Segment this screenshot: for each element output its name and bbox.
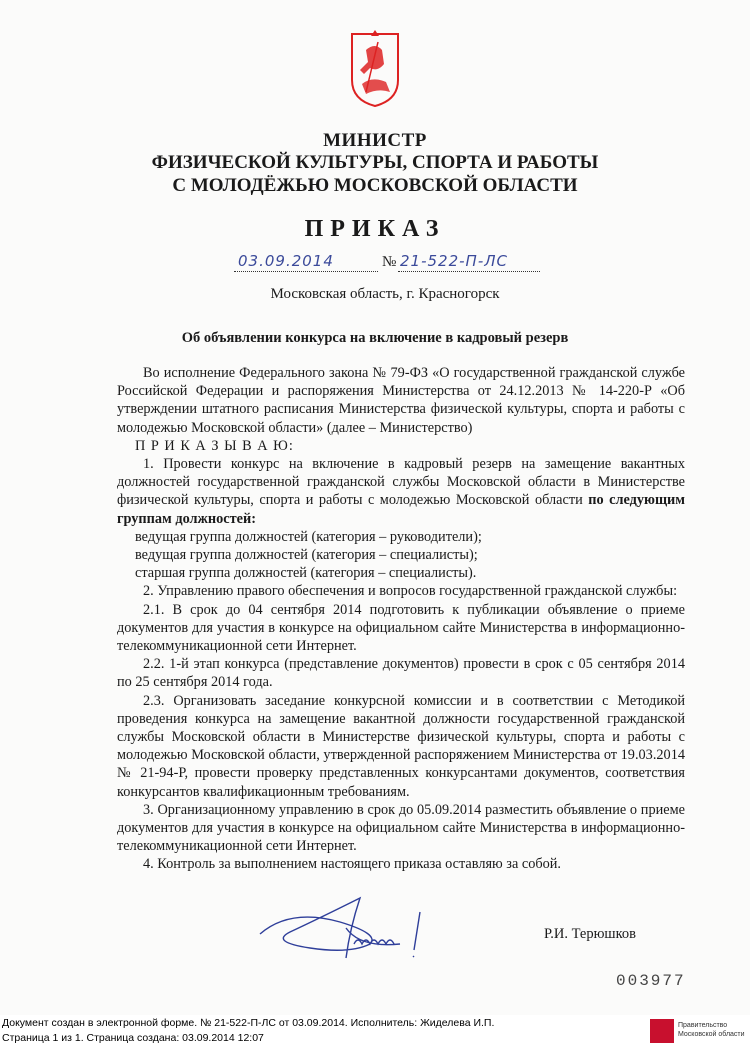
paragraph-1-bold: по следующим группам должностей: <box>117 492 686 527</box>
ministry-name-line2: С МОЛОДЁЖЬЮ МОСКОВСКОЙ ОБЛАСТИ <box>172 175 578 196</box>
group-1: ведущая группа должностей (категория – руководители); <box>135 528 482 545</box>
government-logo-text-line1: Правительство <box>678 1022 728 1029</box>
paragraph-2-1: 2.1. В срок до 04 сентября 2014 подготовить к публикации объявление о приеме документов для участия в конкурсе на официальном сайте Министерства в информационно-телекоммуникационной сети Интернет. <box>117 601 685 655</box>
paragraph-2-2: 2.2. 1-й этап конкурса (представление документов) провести в срок с 05 сентября 2014 по 25 сентября 2014 года. <box>117 656 685 691</box>
moscow-oblast-coat-of-arms-icon <box>348 28 402 108</box>
group-3: старшая группа должностей (категория – специалисты). <box>135 565 477 582</box>
serial-number: 003977 <box>616 972 686 990</box>
paragraph-1-text: 1. Провести конкурс на включение в кадровый резерв на замещение вакантных должностей государственной гражданской службы Московской области в Министерстве физической культуры, спорта и работы с молодежью Московской области <box>117 456 685 509</box>
footer-line-2: Страница 1 из 1. Страница создана: 03.09.2014 12:07 <box>2 1032 264 1044</box>
group-2: ведущая группа должностей (категория – специалисты); <box>135 547 478 564</box>
order-number: 21-522-П-ЛС <box>400 252 508 270</box>
paragraph-2-3: 2.3. Организовать заседание конкурсной комиссии и в соответствии с Методикой проведения конкурса на замещение вакантной должности государственной гражданской службы Московской области в Министерстве физической культуры, спорта и работы с молодежью Московской области, утвержденной распоряжением Министерства от 19.03.2014 № 21-94-Р, провести проверку представленных конкурсантами документов, соответствия конкурсантов квалификационным требованиям. <box>117 692 685 800</box>
moscow-oblast-government-logo-icon <box>650 1019 674 1043</box>
footer-line-1: Документ создан в электронной форме. № 21-522-П-ЛС от 03.09.2014. Исполнитель: Жиделева И.П. <box>2 1017 495 1029</box>
document-type: ПРИКАЗ <box>304 216 446 242</box>
order-date-number <box>234 252 544 276</box>
number-underline <box>398 271 540 272</box>
paragraph-3: 3. Организационному управлению в срок до 05.09.2014 разместить объявление о приеме документов для участия в конкурсе на официальном сайте Министерства в информационно-телекоммуникационной сети Интернет. <box>117 801 685 855</box>
order-date: 03.09.2014 <box>238 252 334 270</box>
number-sign: № <box>382 254 397 270</box>
order-subject: Об объявлении конкурса на включение в кадровый резерв <box>181 330 569 346</box>
handwritten-signature <box>250 888 440 968</box>
intro-paragraph: Во исполнение Федерального закона № 79-ФЗ «О государственной гражданской службе Российской Федерации и распоряжения Министерства от 24.12.2013 № 14-220-Р «Об утверждении штатного расписания Министерства физической культуры, спорта и работы с молодежью Московской области» (далее – Министерство) <box>117 365 685 436</box>
government-logo-text <box>678 1021 745 1039</box>
government-logo-text-line2: Московской области <box>678 1031 745 1038</box>
ministry-name-line1: ФИЗИЧЕСКОЙ КУЛЬТУРЫ, СПОРТА И РАБОТЫ <box>151 152 599 173</box>
signatory-name: Р.И. Терюшков <box>544 926 636 942</box>
order-body <box>117 364 685 874</box>
minister-title: МИНИСТР <box>323 130 427 151</box>
paragraph-4: 4. Контроль за выполнением настоящего приказа оставляю за собой. <box>143 856 562 873</box>
paragraph-1 <box>117 455 685 528</box>
place-of-issue: Московская область, г. Красногорск <box>270 286 500 302</box>
paragraph-2: 2. Управлению правого обеспечения и вопросов государственной гражданской службы: <box>143 583 678 600</box>
order-word: П Р И К А З Ы В А Ю: <box>135 437 294 454</box>
date-underline <box>234 271 378 272</box>
electronic-document-footer <box>0 1015 750 1047</box>
